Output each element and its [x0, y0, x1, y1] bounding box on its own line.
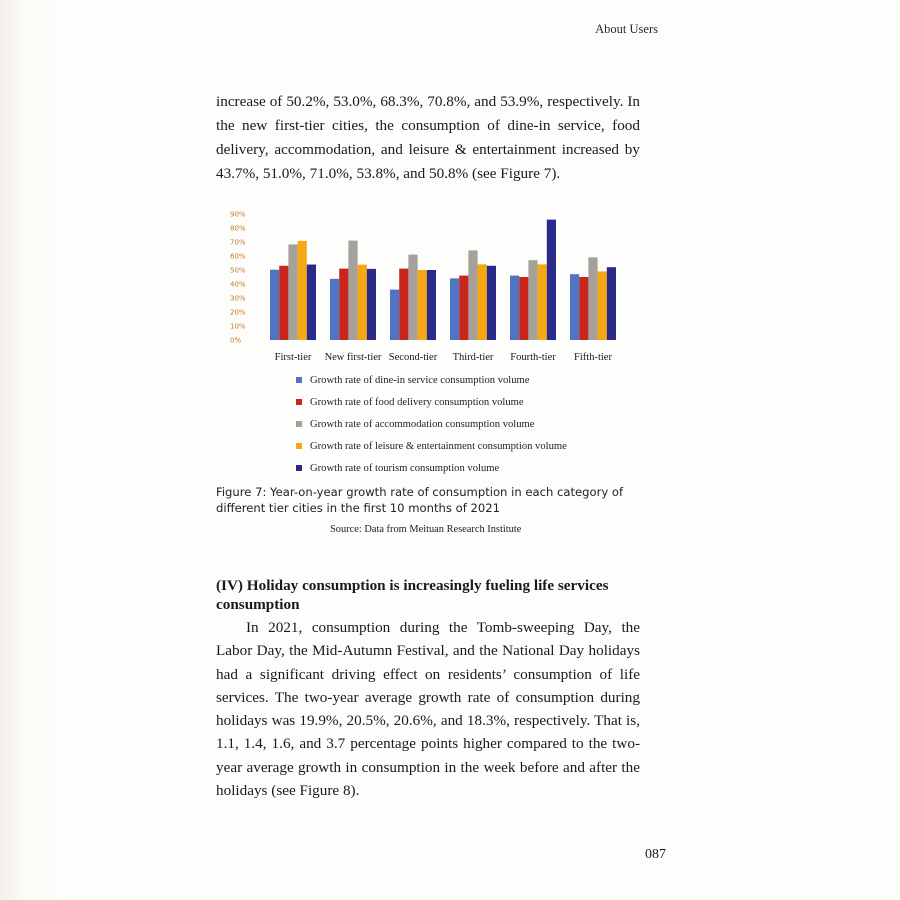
figure-source: Source: Data from Meituan Research Institute: [330, 524, 522, 535]
bar-chart: [230, 204, 630, 364]
figure-caption: [216, 484, 644, 516]
legend-swatch: [296, 399, 302, 405]
legend-label: Growth rate of accommodation consumption volume: [310, 418, 535, 430]
y-tick-label: 0%: [230, 336, 242, 345]
legend-swatch: [296, 377, 302, 383]
bar: [538, 264, 547, 340]
section-heading: (IV) Holiday consumption is increasingly fueling life services consumption: [216, 577, 609, 613]
y-tick-label: 70%: [230, 238, 246, 247]
chart-legend: [296, 369, 567, 479]
x-category-label: Third-tier: [452, 352, 494, 363]
bar: [298, 241, 307, 340]
legend-item: [296, 369, 567, 391]
legend-swatch: [296, 421, 302, 427]
y-tick-label: 90%: [230, 210, 246, 219]
y-tick-label: 60%: [230, 252, 246, 261]
legend-item: [296, 435, 567, 457]
y-axis: [230, 211, 246, 345]
bar: [307, 265, 316, 340]
x-category-label: First-tier: [274, 352, 312, 363]
legend-swatch: [296, 465, 302, 471]
bar: [487, 266, 496, 340]
y-tick-label: 40%: [230, 280, 246, 289]
legend-label: Growth rate of leisure & entertainment consumption volume: [310, 440, 567, 452]
bar: [519, 277, 528, 340]
x-category-label: Fourth-tier: [510, 352, 556, 363]
bar: [399, 269, 408, 340]
y-tick-label: 30%: [230, 294, 246, 303]
bar: [390, 290, 399, 340]
bar: [579, 277, 588, 340]
bar: [588, 257, 597, 340]
bar: [547, 220, 556, 340]
y-tick-label: 50%: [230, 266, 246, 275]
y-tick-label: 20%: [230, 308, 246, 317]
bar: [279, 266, 288, 340]
bar: [339, 269, 348, 340]
running-head: About Users: [595, 22, 658, 36]
legend-label: Growth rate of food delivery consumption volume: [310, 396, 524, 408]
bar: [607, 267, 616, 340]
bar: [598, 271, 607, 340]
legend-item: [296, 457, 567, 479]
figure-caption-line-1: Figure 7: Year-on-year growth rate of consumption in each category of: [216, 485, 624, 499]
bar: [367, 269, 376, 340]
legend-item: [296, 391, 567, 413]
x-category-label: Second-tier: [388, 352, 438, 363]
bar: [478, 264, 487, 340]
x-axis: [275, 352, 613, 363]
x-category-label: Fifth-tier: [574, 352, 612, 363]
bar: [348, 241, 357, 340]
legend-label: Growth rate of tourism consumption volume: [310, 462, 500, 474]
bar: [570, 274, 579, 340]
bar: [450, 278, 459, 340]
legend-item: [296, 413, 567, 435]
bar: [358, 265, 367, 340]
y-tick-label: 80%: [230, 224, 246, 233]
x-category-label: New first-tier: [324, 352, 382, 363]
bar: [288, 244, 297, 340]
figure-caption-line-2: different tier cities in the first 10 months of 2021: [216, 501, 500, 515]
bar: [528, 260, 537, 340]
bar: [427, 270, 436, 340]
y-tick-label: 10%: [230, 322, 246, 331]
page-number: 087: [645, 847, 666, 862]
bar: [270, 270, 279, 340]
legend-label: Growth rate of dine-in service consumption volume: [310, 374, 530, 386]
bar: [418, 270, 427, 340]
bar: [330, 279, 339, 340]
bar: [510, 276, 519, 340]
legend-swatch: [296, 443, 302, 449]
body-paragraph-top: increase of 50.2%, 53.0%, 68.3%, 70.8%, and 53.9%, respectively. In the new first-tier cities, the consumption of dine-in service, food delivery, accommodation, and leisure & entertainment increased by 43.7%, 51.0%, 71.0%, 53.8%, and 50.8% (see Figure 7).: [216, 93, 640, 182]
bar: [468, 250, 477, 340]
bars-group: [270, 220, 616, 340]
bar: [459, 276, 468, 340]
bar: [408, 255, 417, 340]
body-paragraph-bottom: In 2021, consumption during the Tomb-sweeping Day, the Labor Day, the Mid-Autumn Festival, and the National Day holidays had a significant driving effect on residents’ consumption of life services. The two-year average growth rate of consumption during holidays was 19.9%, 20.5%, 20.6%, and 18.3%, respectively. That is, 1.1, 1.4, 1.6, and 3.7 percentage points higher compared to the two-year average growth in consumption in the week before and after the holidays (see Figure 8).: [216, 619, 640, 800]
